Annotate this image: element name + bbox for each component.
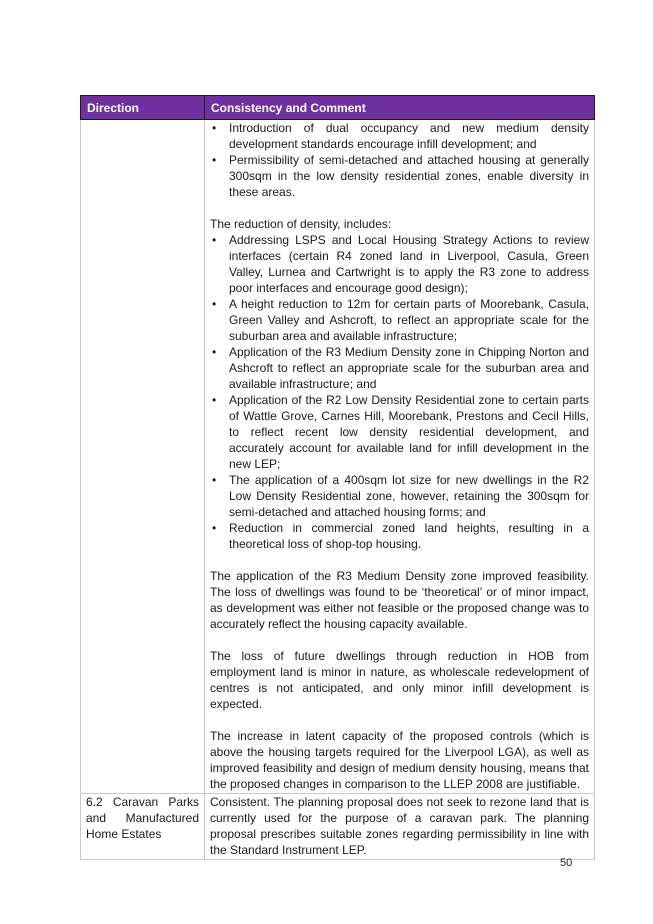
list-item xyxy=(210,392,589,472)
paragraph-feasibility: The application of the R3 Medium Density zone improved feasibility. The loss of dwellings was found to be ‘theoretical’ or of minor impact, as development was either not feasible or the proposed change was to accurately reflect the housing capacity available. xyxy=(210,569,589,631)
list-item xyxy=(210,472,589,520)
bullet-list-a xyxy=(210,120,589,200)
direction-cell xyxy=(81,120,205,794)
bullet-icon: • xyxy=(212,233,217,247)
list-item-text: Addressing LSPS and Local Housing Strategy Actions to review interfaces (certain R4 zoned land in Liverpool, Casula, Green Valley, Lurnea and Cartwright is to apply the R3 zone to address poor interfaces and encourage good design); xyxy=(229,233,589,295)
list-item-text: Permissibility of semi-detached and attached housing at generally 300sqm in the low density residential zones, enable diversity in these areas. xyxy=(229,153,589,199)
list-item xyxy=(210,520,589,552)
direction-cell: 6.2 Caravan Parks and Manufactured Home Estates xyxy=(81,794,205,860)
bullet-icon: • xyxy=(212,393,217,407)
table-row xyxy=(81,120,595,794)
list-item-text: Application of the R2 Low Density Residential zone to certain parts of Wattle Grove, Carnes Hill, Moorebank, Prestons and Cecil Hills, to reflect recent low density residential development, and accurately account for available land for infill development in the new LEP; xyxy=(229,393,589,471)
list-item-text: Application of the R3 Medium Density zone in Chipping Norton and Ashcroft to reflect an appropriate scale for the suburban area and available infrastructure; and xyxy=(229,345,589,391)
comment-cell: Consistent. The planning proposal does not seek to rezone land that is currently used for the purpose of a caravan park. The planning proposal prescribes suitable zones regarding permissibility in line with the Standard Instrument LEP. xyxy=(205,794,595,860)
bullet-icon: • xyxy=(212,473,217,487)
paragraph-hob-loss: The loss of future dwellings through reduction in HOB from employment land is minor in nature, as wholescale redevelopment of centres is not anticipated, and only minor infill development is expected. xyxy=(210,649,589,711)
list-item xyxy=(210,344,589,392)
bullet-icon: • xyxy=(212,521,217,535)
header-consistency-comment: Consistency and Comment xyxy=(205,96,595,120)
table-row xyxy=(81,794,595,860)
header-direction: Direction xyxy=(81,96,205,120)
table-header-row xyxy=(81,96,595,120)
reduction-heading: The reduction of density, includes: xyxy=(210,217,392,231)
list-item-text: A height reduction to 12m for certain parts of Moorebank, Casula, Green Valley and Ashcroft, to reflect an appropriate scale for the suburban area and available infrastructure; xyxy=(229,297,589,343)
paragraph-latent-capacity: The increase in latent capacity of the proposed controls (which is above the housing targets required for the Liverpool LGA), as well as improved feasibility and design of medium density housing, means that the proposed changes in comparison to the LLEP 2008 are justifiable. xyxy=(210,729,589,791)
list-item xyxy=(210,296,589,344)
list-item xyxy=(210,152,589,200)
direction-table xyxy=(80,95,595,860)
list-item-text: Introduction of dual occupancy and new medium density development standards encourage infill development; and xyxy=(229,121,589,151)
bullet-icon: • xyxy=(212,345,217,359)
list-item-text: Reduction in commercial zoned land heights, resulting in a theoretical loss of shop-top housing. xyxy=(229,521,589,551)
list-item xyxy=(210,120,589,152)
bullet-icon: • xyxy=(212,153,217,167)
list-item xyxy=(210,232,589,296)
bullet-icon: • xyxy=(212,121,217,135)
bullet-list-b xyxy=(210,232,589,552)
comment-cell xyxy=(205,120,595,794)
list-item-text: The application of a 400sqm lot size for new dwellings in the R2 Low Density Residential zone, however, retaining the 300sqm for semi-detached and attached housing forms; and xyxy=(229,473,589,519)
page-number: 50 xyxy=(560,857,573,869)
bullet-icon: • xyxy=(212,297,217,311)
